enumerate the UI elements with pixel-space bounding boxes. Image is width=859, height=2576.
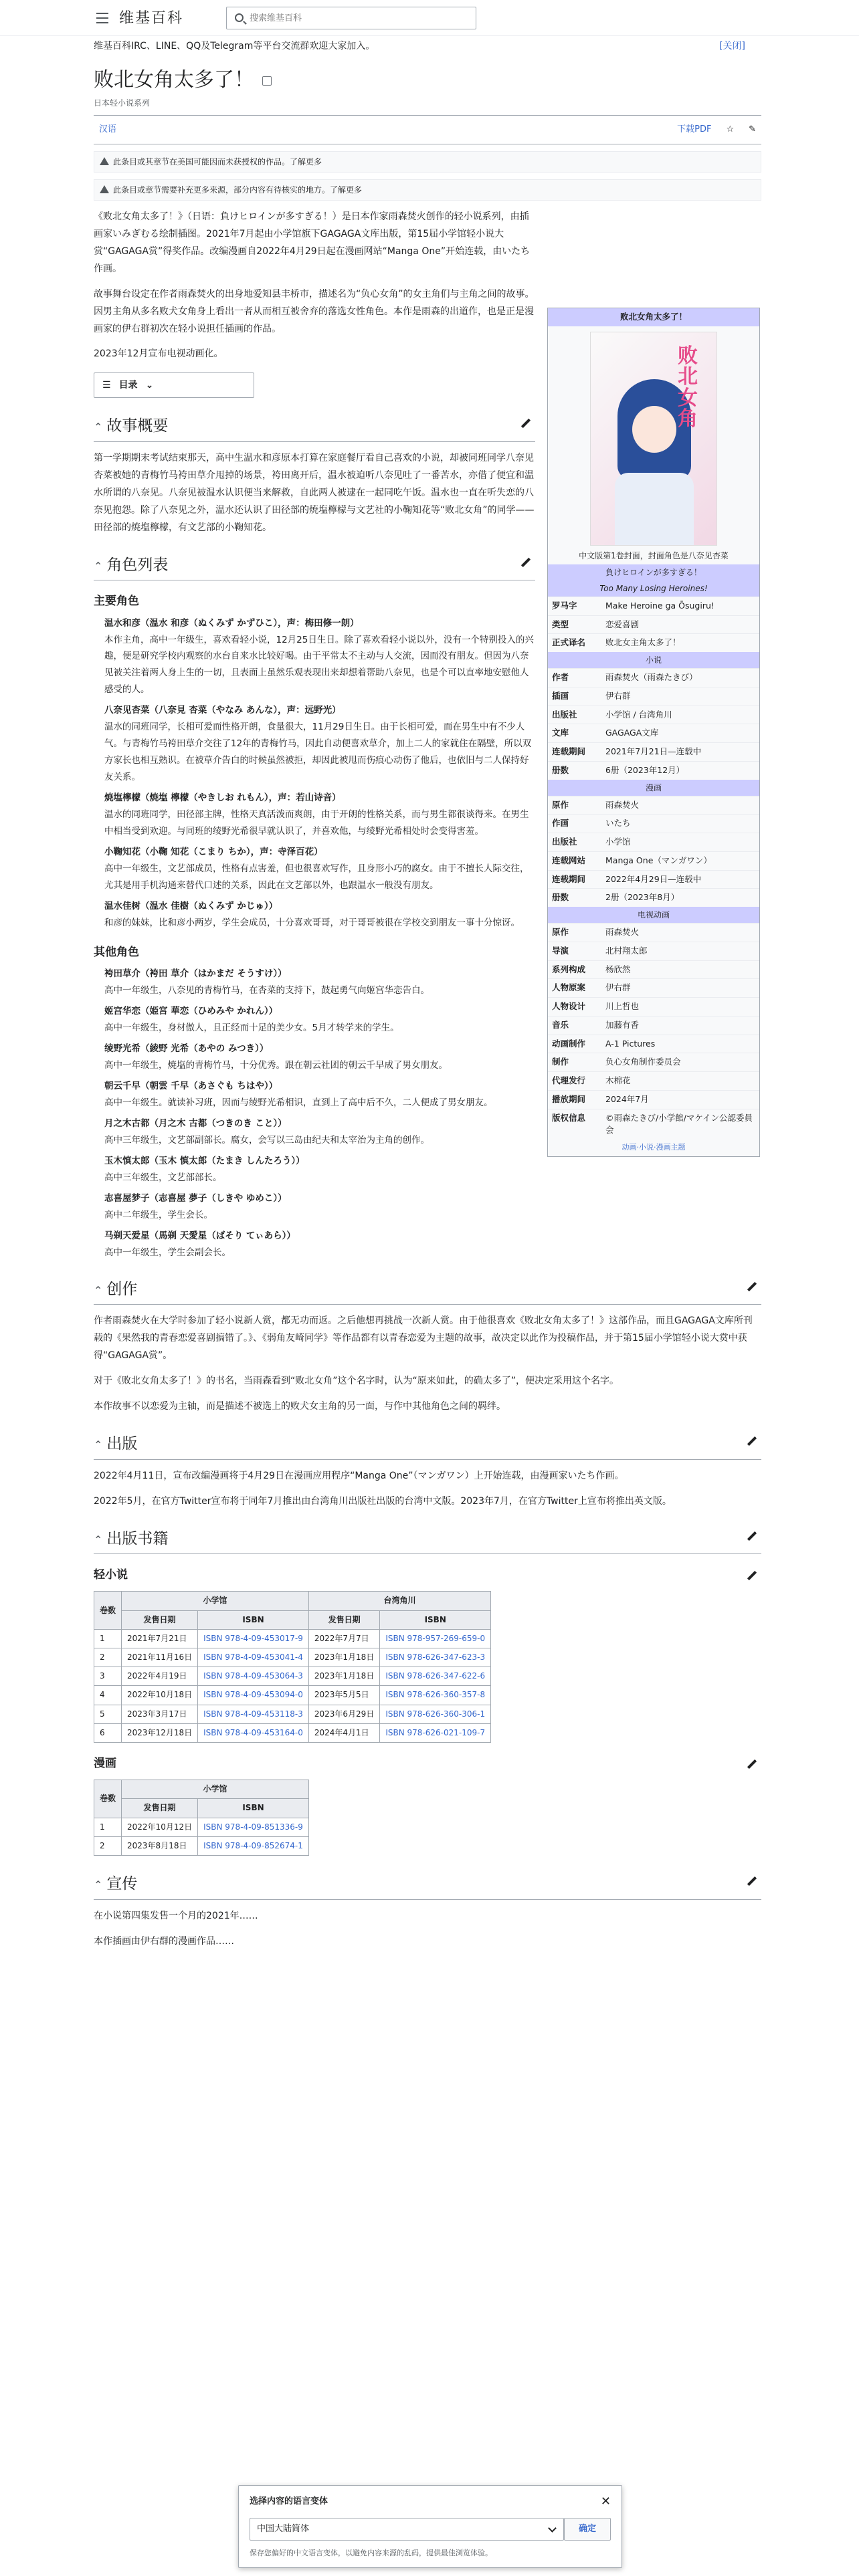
character-name: 姬宫华恋（姫宮 華恋（ひめみや かれん）） [104,1006,278,1017]
character-entry [104,1041,535,1074]
table-cell[interactable]: ISBN 978-4-09-453064-3 [198,1667,309,1686]
table-cell: 1 [94,1629,122,1648]
table-cell: 2 [94,1836,122,1855]
character-desc: 温水的同班同学，长相可爱而性格开朗，食量很大，11月29日生日。由于长相可爱，而在男生中有不少人气。与青梅竹马袴田草介交往了12年的青梅竹马，因此自动便喜欢草介，加上二人的家就住在隔壁，所以双方家长也相互熟识。在被草介告白的时候虽然被拒，却因此被甩而伤痕心动伤了他后，也依旧与二人保持好友关系。 [104,722,532,783]
table-cell[interactable]: ISBN 978-4-09-453041-4 [198,1648,309,1667]
infobox-key: 类型 [552,619,569,629]
table-cell: 2023年1月18日 [308,1667,379,1686]
infobox-row [548,851,759,870]
table-cell: 2023年1月18日 [308,1648,379,1667]
infobox-section: 小说 [548,652,759,668]
infobox-value: Make Heroine ga Ōsugiru! [605,600,714,611]
character-entry [104,615,535,699]
table-cell[interactable]: ISBN 978-4-09-453094-0 [198,1686,309,1705]
cover-image[interactable] [590,332,717,546]
character-entry [104,898,535,932]
table-cell: 2 [94,1648,122,1667]
infobox-key: 正式译名 [552,637,586,648]
infobox-value: Manga One（マンガワン） [605,855,712,865]
notice-text: 此条目或章节需要补充更多来源，部分内容有待核实的地方。了解更多 [113,185,363,195]
character-desc: 温水的同班同学，田径部主牌，性格天真活泼而爽朗，由于开朗的性格关系，而与男生都很谈得来。在男生中相当受到欢迎。与同班的绫野光希很早就认识了，并喜欢他，与绫野光希相处时会变得害羞。 [104,809,529,837]
character-entry [104,1003,535,1037]
character-name: 温水和彦（温水 和彦（ぬくみず かずひこ），声：梅田修一朗） [104,617,359,629]
infobox-value: 败北女主角太多了！ [605,637,681,648]
infobox-row [548,597,759,615]
edit-icon[interactable] [745,1874,757,1887]
character-entry [104,1115,535,1149]
infobox-title: 败北女角太多了！ [548,308,759,326]
section-title: 宣传 [106,1874,138,1893]
subsection-title: 轻小说 [94,1568,128,1582]
cover-caption: 中文版第1卷封面，封面角色是八奈见杏菜 [579,550,729,560]
character-entry [104,1228,535,1261]
edit-icon[interactable] [519,417,531,429]
table-cell: 2023年5月5日 [308,1686,379,1705]
section-heading[interactable] [94,1432,761,1460]
subsection-heading [94,1755,761,1773]
toc-toggle[interactable] [94,372,254,398]
character-name: 绫野光希（綾野 光希（あやの みつき）） [104,1043,269,1055]
infobox-value: 2021年7月21日—连载中 [605,746,702,756]
dialog-note: 保存您偏好的中文语言变体，以避免内容来源的乱码，提供最佳浏览体验。 [250,2549,492,2557]
table-cell: 2022年10月18日 [122,1686,198,1705]
infobox-key: 播放期间 [552,1093,586,1104]
table-cell[interactable]: ISBN 978-4-09-453164-0 [198,1723,309,1742]
close-icon[interactable]: ✕ [600,2494,611,2508]
lead-paragraph: 《败北女角太多了！》（日语：負けヒロインが多すぎる！）是日本作家雨森焚火创作的轻小说系列，由插画家いみぎむる绘制插图。2021年7月起由小学馆旗下GAGAGA文库出版，第15届小学馆轻小说大赏“GAGAGA赏”得奖作品。改编漫画自2022年4月29日起在漫画网站“Manga One”开始连载，由いたち作画。 [94,211,531,274]
table-cell: 3 [94,1667,122,1686]
paragraph: 在小说第四集发售一个月的2021年…… [94,1910,258,1921]
table-header: 发售日期 [122,1610,198,1629]
infobox-key: 原作 [552,799,569,810]
table-row [94,1836,309,1855]
infobox-value: 加藤有香 [605,1019,640,1030]
section-title: 故事概要 [106,417,169,435]
edit-icon[interactable] [519,556,531,568]
table-cell: 2021年7月21日 [122,1629,198,1648]
table-header: ISBN [198,1610,309,1629]
character-desc: 高中一年级生，学生会副会长。 [104,1247,231,1258]
infobox-row [548,978,759,997]
chevron-up-icon: ⌃ [94,421,103,434]
table-row [94,1667,491,1686]
infobox-key: 代理发行 [552,1075,586,1085]
paragraph: 故事舞台设定在作者雨森焚火的出身地爱知县丰桥市，描述名为“负心女角”的女主角们与主角之间的故事。因男主角从多名败犬女角身上看出一者从而相互被舍弃的落选女性角色。本作是雨森的出道作，也是正是漫画家的伊右群初次在轻小说担任插画的作品。 [94,288,535,334]
variant-select[interactable]: 中国大陆简体 [250,2518,564,2541]
infobox-section: 漫画 [548,780,759,796]
infobox-row [548,687,759,706]
chevron-up-icon: ⌃ [94,1878,103,1891]
table-cell: 5 [94,1705,122,1723]
infobox-value: 2022年4月29日—连载中 [605,873,702,884]
search-icon [235,13,244,22]
infobox-row [548,1016,759,1035]
infobox-value: 伊右群 [605,690,631,701]
page-title-text: 败北女角太多了！ [94,68,254,92]
table-header: 发售日期 [308,1610,379,1629]
dialog-title: 选择内容的语言变体 [250,2496,328,2506]
paragraph: 2023年12月宣布电视动画化。 [94,348,223,360]
notice-box [94,151,761,173]
infobox-row [548,615,759,634]
infobox-row [548,1090,759,1109]
infobox-key: 插画 [552,690,569,701]
chevron-up-icon: ⌃ [94,1438,103,1451]
infobox-key: 系列构成 [552,964,586,974]
character-entry [104,790,535,840]
infobox-row [548,997,759,1016]
chevron-up-icon: ⌃ [94,1533,103,1546]
character-name: 月之木古都（月之木 古都（つきのき こと）） [104,1117,287,1129]
table-cell: 2024年4月1日 [308,1723,379,1742]
table-cell: 4 [94,1686,122,1705]
infobox-value: 负心女角制作委员会 [605,1057,681,1067]
table-cell[interactable]: ISBN 978-626-347-623-3 [380,1648,491,1667]
site-notice [94,39,763,58]
infobox-value: 6册（2023年12月） [605,764,685,775]
edit-icon[interactable] [745,1529,757,1541]
top-bar [0,0,859,36]
infobox-row [548,923,759,942]
infobox-row [548,888,759,907]
search-input[interactable] [250,11,464,25]
paragraph: 2022年4月11日，宣布改编漫画将于4月29日在漫画应用程序“Manga One”（マンガワン）上开始连载，由漫画家いたち作画。 [94,1470,624,1481]
paragraph: 作者雨森焚火在大学时参加了轻小说新人赏，都无功而返。之后他想再挑战一次新人赏。由于他很喜欢《败北女角太多了！》这部作品，而且GAGAGA文库所刊载的《果然我的青春恋爱喜剧搞错了。》、《弱角友崎同学》等作品都有以青春恋爱为主题的故事，故决定以此作为投稿作品，并于第15届小学馆轻小说大赏中获得“GAGAGA赏”。 [94,1315,753,1362]
list-icon: ☰ [102,380,111,391]
character-name: 温水佳树（温水 佳樹（ぬくみず かじゅ）） [104,901,278,912]
section-heading[interactable] [94,1277,761,1305]
character-entry [104,1078,535,1111]
infobox-key: 罗马字 [552,600,577,611]
infobox-jp-title: 負けヒロインが多すぎる！ [548,564,759,580]
character-name: 焼塩檸檬（焼塩 檸檬（やきしお れもん），声：若山诗音） [104,792,341,804]
section-title: 创作 [106,1280,138,1298]
paragraph: 对于《败北女角太多了！》的书名，当雨森看到“败北女角”这个名字时，认为“原来如此，的确太多了”，便决定采用这个名字。 [94,1376,619,1387]
table-header: 卷数 [94,1780,122,1818]
paragraph: 第一学期期末考试结束那天，高中生温水和彦原本打算在家庭餐厅看自己喜欢的小说，却被同班同学八奈见杏菜被她的青梅竹马袴田草介甩掉的场景，袴田离开后，温水被迫听八奈见吐了一番苦水，亦借了便宜和温水所谓的八奈见。八奈见被温水认识便当来解救，自此两人被逮在一起同吃午饭。温水也一直在听失恋的八奈见抱怨。除了八奈见之外，温水还认识了田径部的焼塩檸檬与文艺社的小鞠知花等“败北女角”的同学——田径部的焼塩檸檬，有文艺部的小鞠知花。 [94,453,535,533]
table-header: 发售日期 [122,1799,198,1818]
infobox-row [548,1053,759,1071]
table-header: ISBN [380,1610,491,1629]
subsection-title: 漫画 [94,1756,116,1770]
infobox-value: 2024年7月 [605,1093,649,1104]
character-name: 朝云千早（朝雲 千早（あさぐも ちはや）） [104,1080,278,1091]
table-cell[interactable]: ISBN 978-626-347-622-6 [380,1667,491,1686]
table-row [94,1648,491,1667]
infobox-row [548,814,759,833]
infobox-footer-link[interactable]: 动画·小说·漫画主题 [622,1143,686,1152]
infobox-row [548,742,759,761]
character-name: 袴田草介（袴田 草介（はかまだ そうすけ）） [104,968,287,980]
infobox-value: 小学馆 / 台湾角川 [605,709,672,720]
character-desc: 高中一年级生，文艺部成员，性格有点害羞，但也很喜欢写作，且身形小巧的腐女。由于不擅长人际交往，尤其是用手机沟通来替代口述的关系，因此在文艺部以外，也跟温水一般没有朋友。 [104,863,529,891]
character-entry [104,844,535,894]
character-name: 玉木慎太郎（玉木 慎太郎（たまき しんたろう）） [104,1155,305,1166]
table-cell[interactable]: ISBN 978-4-09-453017-9 [198,1629,309,1648]
infobox-value: 雨森焚火（雨森たきび） [605,672,698,682]
table-header: 卷数 [94,1592,122,1629]
character-name: 志喜屋梦子（志喜屋 夢子（しきや ゆめこ）） [104,1192,287,1204]
section-title: 出版 [106,1434,138,1453]
table-cell[interactable]: ISBN 978-4-09-852674-1 [198,1836,309,1855]
character-desc: 高中一年级生，焼塩的青梅竹马，十分优秀。跟在朝云社团的朝云千早成了男女朋友。 [104,1060,448,1071]
infobox-key: 作者 [552,672,569,682]
subsection-heading [94,1566,761,1584]
infobox-row [548,1035,759,1053]
infobox-key: 连载期间 [552,873,586,884]
infobox-key: 出版社 [552,837,577,847]
infobox-key: 动画制作 [552,1038,586,1049]
infobox-key: 册数 [552,892,569,903]
infobox-row [548,833,759,851]
confirm-button[interactable]: 确定 [564,2518,611,2541]
section-title: 角色列表 [106,556,169,574]
watch-icon[interactable] [262,76,272,86]
infobox-key: 册数 [552,764,569,775]
table-cell: 2023年3月17日 [122,1705,198,1723]
character-entry [104,1190,535,1224]
infobox-row [548,668,759,687]
infobox-value: 木棉花 [605,1075,631,1085]
table-header: ISBN [198,1799,309,1818]
toc-label: 目录 [118,380,138,391]
download-pdf-button[interactable]: 下载PDF [677,124,712,135]
character-desc: 和彦的妹妹，比和彦小两岁，学生会成员，十分喜欢哥哥，对于哥哥被很在学校交到朋友一事十分惊讶。 [104,918,520,929]
infobox-value: A-1 Pictures [605,1038,656,1049]
table-header[interactable]: 小学馆 [122,1592,309,1610]
infobox-row [548,761,759,780]
language-variant-dialog [238,2485,622,2568]
edit-icon[interactable]: ✎ [749,124,756,135]
infobox-row [548,960,759,979]
character-desc: 本作主角，高中一年级生，喜欢看轻小说，12月25日生日。除了喜欢看轻小说以外，没有一个特别投入的兴趣，便是研究学校内观察的水台自来水比较好喝。由于平常太不主动与人交流，因而没有朋友。但因为八奈见被关注着两人身上生的一切，且表面上虽然乐观表现出来却想着帮助八奈见，也是个可以直率地安慰他人感受的人。 [104,634,534,695]
warning-icon [100,157,109,165]
infobox-row [548,942,759,960]
table-cell[interactable]: ISBN 978-4-09-453118-3 [198,1705,309,1723]
star-icon[interactable]: ☆ [726,124,735,135]
infobox-value: 伊右群 [605,982,631,993]
infobox-key: 作画 [552,818,569,829]
character-entry [104,966,535,999]
page-subtitle: 日本轻小说系列 [94,98,151,108]
infobox-row [548,706,759,724]
search-box[interactable] [226,7,476,29]
character-desc: 高中三年级生，文艺部部长。 [104,1172,222,1183]
table-row [94,1818,309,1836]
infobox-key: 连载网站 [552,855,586,865]
infobox-row [548,1109,759,1140]
infobox-en-title: Too Many Losing Heroines! [548,580,759,597]
table-cell: 2022年7月7日 [308,1629,379,1648]
table-row [94,1686,491,1705]
infobox-value: 雨森焚火 [605,927,640,937]
table-cell: 2023年8月18日 [122,1836,198,1855]
language-button[interactable]: 汉语 [99,124,117,135]
chevron-down-icon: ⌄ [145,380,154,391]
infobox-key: 文库 [552,728,569,738]
infobox-value: 2册（2023年8月） [605,892,680,903]
infobox-row [548,633,759,652]
character-name: 小鞠知花（小鞠 知花（こまり ちか），声：寺泽百花） [104,847,323,858]
notice-close-link[interactable]: [关闭] [719,41,745,51]
chevron-up-icon: ⌃ [94,1283,103,1297]
infobox-key: 连载期间 [552,746,586,756]
table-cell[interactable]: ISBN 978-4-09-851336-9 [198,1818,309,1836]
paragraph: 2022年5月，在官方Twitter宣布将于同年7月推出由台湾角川出版社出版的台湾中文版。2023年7月，在官方Twitter上宣布将推出英文版。 [94,1495,672,1507]
subsection-heading: 其他角色 [94,945,139,959]
notice-box [94,179,761,201]
table-row [94,1723,491,1742]
infobox-value: 小学馆 [605,837,631,847]
section-heading[interactable] [94,414,535,442]
table-cell: 2023年12月18日 [122,1723,198,1742]
infobox-value: 杨欣然 [605,964,631,974]
character-desc: 高中三年级生，文艺部副部长。腐女，会写以三岛由纪夫和太宰治为主角的创作。 [104,1134,430,1146]
table-cell: 2023年6月29日 [308,1705,379,1723]
infobox-section: 电视动画 [548,907,759,923]
edit-icon[interactable] [745,1569,757,1581]
infobox-value: 川上哲也 [605,1001,640,1011]
notice-text: 维基百科IRC、LINE、QQ及Telegram等平台交流群欢迎大家加入。 [94,41,375,51]
infobox-row [548,870,759,889]
notice-text: 此条目或其章节在美国可能因而未获授权的作品。了解更多 [113,157,322,167]
table-row [94,1705,491,1723]
infobox-value: 雨森焚火 [605,799,640,810]
light-novel-table [94,1591,491,1743]
infobox-key: 人物原案 [552,982,586,993]
character-desc: 高中一年级生，身材傲人，且正经而十足的美少女。5月才转学来的学生。 [104,1023,399,1034]
character-desc: 高中一年级生，八奈见的青梅竹马，在杏菜的支持下，鼓起勇气向姬宫华恋告白。 [104,985,430,996]
table-cell[interactable]: ISBN 978-957-269-659-0 [380,1629,491,1648]
infobox-value: いたち [605,818,631,829]
chevron-up-icon: ⌃ [94,559,103,572]
table-header[interactable]: 小学馆 [122,1780,309,1799]
table-cell: 1 [94,1818,122,1836]
paragraph: 本作插画由伊右群的漫画作品…… [94,1935,234,1947]
cover-title-art: 败北女角 [678,344,698,431]
infobox-value: GAGAGA文库 [605,728,659,738]
character-name: 马剃天爱星（馬剃 天愛星（ばそり てぃあら）） [104,1230,296,1241]
section-heading[interactable] [94,553,535,581]
infobox-key: 制作 [552,1057,569,1067]
edit-icon[interactable] [745,1757,757,1769]
section-heading[interactable] [94,1527,761,1555]
character-entry [104,702,535,786]
infobox-key: 出版社 [552,709,577,720]
manga-table [94,1780,309,1856]
table-cell: 2022年10月12日 [122,1818,198,1836]
character-desc: 高中一年级生。就读补习班，因而与绫野光希相识，直到上了高中后不久，二人便成了男女朋友。 [104,1097,493,1108]
table-cell[interactable]: ISBN 978-626-360-357-8 [380,1686,491,1705]
table-cell: 2021年11月16日 [122,1648,198,1667]
infobox-key: 音乐 [552,1019,569,1030]
infobox-key: 原作 [552,927,569,937]
edit-icon[interactable] [745,1434,757,1446]
edit-icon[interactable] [745,1280,757,1292]
infobox [547,308,760,1157]
character-name: 八奈见杏菜（八奈見 杏菜（やなみ あんな），声：远野光） [104,705,341,716]
table-cell: 6 [94,1723,122,1742]
table-cell: 2022年4月19日 [122,1667,198,1686]
infobox-key: 导演 [552,945,569,956]
menu-icon[interactable] [94,9,111,27]
character-desc: 高中二年级生，学生会长。 [104,1209,213,1220]
table-row [94,1629,491,1648]
section-heading[interactable] [94,1872,761,1900]
subsection-heading: 主要角色 [94,595,139,609]
warning-icon [100,185,109,193]
site-logo[interactable]: 维基百科 [119,10,184,27]
infobox-key: 版权信息 [552,1112,586,1123]
infobox-value: 北村翔太郎 [605,945,648,956]
infobox-value: ©雨森たきび/小学館/マケイン公認委員会 [605,1112,753,1136]
table-header[interactable]: 台湾角川 [308,1592,490,1610]
table-cell[interactable]: ISBN 978-626-360-306-1 [380,1705,491,1723]
page-title [94,67,761,93]
infobox-row [548,796,759,815]
character-entry [104,1153,535,1186]
infobox-row [548,724,759,742]
paragraph: 本作故事不以恋爱为主轴，而是描述不被选上的败犬女主角的另一面，与作中其他角色之间的羁绊。 [94,1401,506,1412]
section-title: 出版书籍 [106,1529,169,1547]
infobox-key: 人物设计 [552,1001,586,1011]
page-toolbar [94,115,761,144]
table-cell[interactable]: ISBN 978-626-021-109-7 [380,1723,491,1742]
infobox-value: 恋爱喜剧 [605,619,640,629]
infobox-row [548,1071,759,1090]
